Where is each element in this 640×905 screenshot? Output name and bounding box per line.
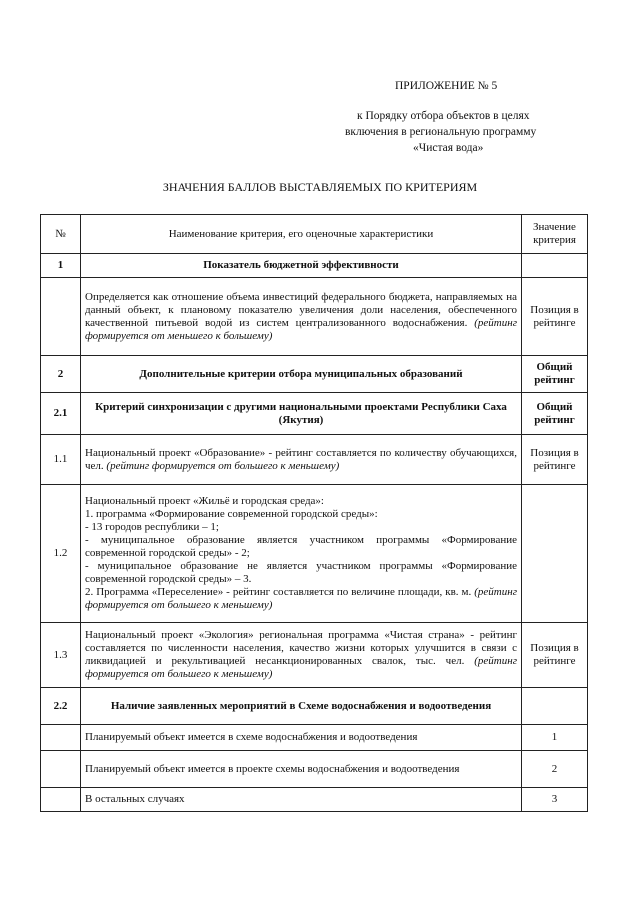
row-num: 2.1 (41, 393, 81, 435)
row-line: 1. программа «Формирование современной городской среды»: (85, 508, 378, 520)
row-value: 2 (522, 751, 588, 788)
row-text-main: Национальный проект «Экология» региональная программа «Чистая страна» - рейтинг составляется по численности населения, качество жизни которых улучшится в связи с ликвидацией и рекультивацией несанкционированных свалок, тыс. чел. (85, 629, 517, 667)
header-num: № (41, 215, 81, 254)
row-value: 1 (522, 725, 588, 751)
document-title: ЗНАЧЕНИЯ БАЛЛОВ ВЫСТАВЛЯЕМЫХ ПО КРИТЕРИЯМ (162, 180, 478, 194)
table-header-row (41, 215, 588, 254)
row-text: Планируемый объект имеется в проекте схемы водоснабжения и водоотведения (81, 751, 522, 788)
row-value: Позиция в рейтинге (522, 623, 588, 688)
appendix-title: ПРИЛОЖЕНИЕ № 5 (395, 80, 498, 92)
header-value: Значение критерия (522, 215, 588, 254)
row-line (85, 586, 517, 612)
row-num (41, 751, 81, 788)
row-line: - муниципальное образование не является участником программы «Формирование современной городской среды» – 3. (85, 560, 517, 585)
table-row (41, 688, 588, 725)
appendix-subtitle-line-1: к Порядку отбора объектов в целях (357, 110, 530, 122)
row-text (81, 485, 522, 623)
table-row (41, 278, 588, 356)
row-text (81, 623, 522, 688)
table-row (41, 751, 588, 788)
table-row (41, 485, 588, 623)
appendix-subtitle-line-2: включения в региональную программу (345, 126, 537, 138)
table-row (41, 393, 588, 435)
row-num: 1 (41, 254, 81, 278)
row-text-main: 2. Программа «Переселение» - рейтинг составляется по величине площади, кв. м. (85, 586, 472, 598)
row-num: 2 (41, 356, 81, 393)
table-row (41, 623, 588, 688)
row-line: Национальный проект «Жильё и городская среда»: (85, 495, 324, 507)
row-value: Позиция в рейтинге (522, 435, 588, 485)
row-note: (рейтинг формируется от большего к меньшему) (85, 586, 518, 611)
row-text: Планируемый объект имеется в схеме водоснабжения и водоотведения (81, 725, 522, 751)
row-num: 1.3 (41, 623, 81, 688)
row-num (41, 278, 81, 356)
table-row (41, 788, 588, 812)
row-note: (рейтинг формируется от меньшего к большему) (85, 316, 518, 342)
table-row (41, 725, 588, 751)
row-text: В остальных случаях (81, 788, 522, 812)
row-value (522, 688, 588, 725)
table-row (41, 356, 588, 393)
row-num (41, 788, 81, 812)
row-line: - 13 городов республики – 1; (85, 521, 219, 533)
row-line: - муниципальное образование является участником программы «Формирование современной городской среды» - 2; (85, 534, 517, 559)
row-note: (рейтинг формируется от большего к меньшему) (106, 459, 340, 472)
appendix-subtitle-line-3: «Чистая вода» (413, 142, 484, 154)
criteria-table (40, 214, 588, 812)
row-num (41, 725, 81, 751)
row-num: 1.2 (41, 485, 81, 623)
row-value (522, 485, 588, 623)
row-text-main: Определяется как отношение объема инвестиций федерального бюджета, направляемых на данный объект, к плановому показателю увеличения доли населения, обеспеченного качественной питьевой водой из систем централизованного водоснабжения. (85, 290, 517, 329)
row-name: Критерий синхронизации с другими национальными проектами Республики Саха (Якутия) (81, 393, 522, 435)
row-value (522, 254, 588, 278)
row-name: Показатель бюджетной эффективности (81, 254, 522, 278)
table-row (41, 254, 588, 278)
row-value: Общий рейтинг (522, 393, 588, 435)
row-num: 1.1 (41, 435, 81, 485)
header-name: Наименование критерия, его оценочные характеристики (81, 215, 522, 254)
row-text (81, 278, 522, 356)
row-name: Дополнительные критерии отбора муниципальных образований (81, 356, 522, 393)
row-text (81, 435, 522, 485)
row-value: Позиция в рейтинге (522, 278, 588, 356)
row-text-main: Национальный проект «Образование» - рейтинг составляется по количеству обучающихся, чел. (85, 446, 517, 472)
row-note: (рейтинг формируется от большего к меньшему) (85, 655, 518, 680)
row-num: 2.2 (41, 688, 81, 725)
row-name: Наличие заявленных мероприятий в Схеме водоснабжения и водоотведения (81, 688, 522, 725)
table-row (41, 435, 588, 485)
row-value: Общий рейтинг (522, 356, 588, 393)
row-value: 3 (522, 788, 588, 812)
